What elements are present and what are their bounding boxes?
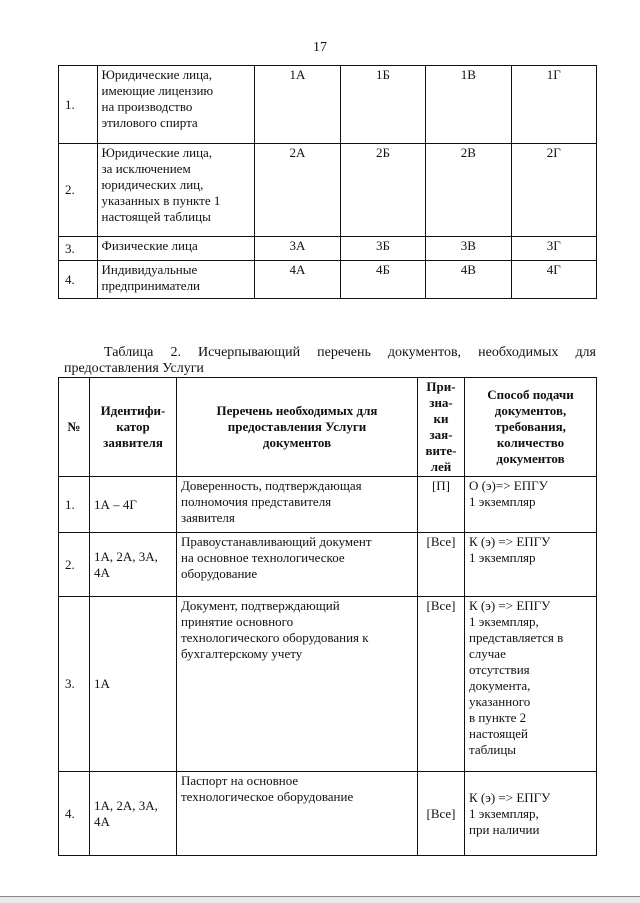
text-line: отсутствия — [469, 662, 530, 677]
table2-row — [59, 533, 597, 597]
applicant-sign: [П] — [418, 477, 465, 533]
row-number: 2. — [59, 144, 98, 237]
text-line: случае — [469, 646, 506, 661]
text-line: указанных в пункте 1 — [101, 193, 221, 208]
text-line: на основное технологическое — [181, 550, 345, 565]
text-line: принятие основного — [181, 614, 294, 629]
text-line: за исключением — [101, 161, 191, 176]
text-line: технологическое оборудование — [181, 789, 354, 804]
text-line: 4А — [94, 813, 110, 829]
category-code: 4А — [255, 261, 340, 299]
category-code: 4В — [426, 261, 511, 299]
table2-caption-text: Таблица 2. Исчерпывающий перечень документов, необходимых для предоставления Услуги — [64, 345, 596, 376]
text-line: настоящей — [469, 726, 528, 741]
header-sign — [418, 378, 465, 477]
table1-row — [59, 66, 597, 144]
text-line: Индивидуальные — [101, 262, 198, 277]
text-line: катор — [116, 419, 150, 434]
category-code: 3А — [255, 237, 340, 261]
text-line: 1 экземпляр — [469, 494, 536, 509]
applicant-identifier — [90, 477, 177, 533]
text-line: таблицы — [469, 742, 517, 757]
applicant-sign: [Все] — [418, 597, 465, 772]
text-line: предоставления Услуги — [227, 419, 367, 434]
text-line: К (э) => ЕПГУ — [469, 789, 551, 805]
header-documents — [177, 378, 418, 477]
document-name — [177, 772, 418, 856]
text-line: оборудование — [181, 566, 258, 581]
applicant-category — [97, 261, 255, 299]
text-line: документов — [262, 435, 332, 450]
text-line: зна- — [429, 395, 453, 410]
text-line: зая- — [429, 427, 453, 442]
table1-row — [59, 261, 597, 299]
submission-method — [465, 597, 597, 772]
applicant-categories-table — [58, 65, 597, 299]
text-line: К (э) => ЕПГУ — [469, 598, 551, 613]
applicant-identifier — [90, 597, 177, 772]
text-line: 1А, 2А, 3А, — [94, 797, 158, 813]
text-line: при наличии — [469, 821, 540, 837]
row-number: 1. — [59, 66, 98, 144]
text-line: заявителя — [181, 510, 235, 525]
text-line: Физические лица — [101, 238, 198, 253]
text-line: К (э) => ЕПГУ — [469, 534, 551, 549]
text-line: документа, — [469, 678, 531, 693]
text-line: 4А — [94, 564, 110, 580]
text-line: При- — [426, 379, 456, 394]
table2-caption — [64, 345, 596, 377]
submission-method — [465, 533, 597, 597]
header-num: № — [59, 378, 90, 477]
text-line: Перечень необходимых для — [216, 403, 378, 418]
documents-table — [58, 377, 597, 856]
text-line: имеющие лицензию — [101, 83, 214, 98]
text-line: О (э)=> ЕПГУ — [469, 478, 548, 493]
text-line: Идентифи- — [100, 403, 166, 418]
document-name — [177, 477, 418, 533]
category-code: 2В — [426, 144, 511, 237]
table1-row — [59, 237, 597, 261]
text-line: лей — [430, 459, 452, 474]
category-code: 1Г — [511, 66, 596, 144]
category-code: 1Б — [340, 66, 425, 144]
document-name — [177, 597, 418, 772]
submission-method — [465, 477, 597, 533]
category-code: 1А — [255, 66, 340, 144]
text-line: 1А, 2А, 3А, — [94, 548, 158, 564]
category-code: 4Б — [340, 261, 425, 299]
text-line: технологического оборудования к — [181, 630, 369, 645]
row-number: 4. — [59, 261, 98, 299]
applicant-identifier — [90, 533, 177, 597]
category-code: 2А — [255, 144, 340, 237]
text-line: Доверенность, подтверждающая — [181, 478, 362, 493]
category-code: 3Б — [340, 237, 425, 261]
page-number: 17 — [313, 40, 327, 55]
text-line: количество — [496, 435, 565, 450]
text-line: бухгалтерскому учету — [181, 646, 303, 661]
text-line: этилового спирта — [101, 115, 198, 130]
text-line: представляется в — [469, 630, 564, 645]
text-line: Документ, подтверждающий — [181, 598, 340, 613]
text-line: документов — [496, 451, 565, 466]
text-line: Юридические лица, — [101, 67, 213, 82]
submission-method — [465, 772, 597, 856]
table2-header-row — [59, 378, 597, 477]
category-code: 1В — [426, 66, 511, 144]
text-line: 1 экземпляр, — [469, 614, 539, 629]
text-line: настоящей таблицы — [101, 209, 211, 224]
category-code: 2Б — [340, 144, 425, 237]
text-line: Правоустанавливающий документ — [181, 534, 372, 549]
text-line: ки — [433, 411, 449, 426]
text-line: на производство — [101, 99, 193, 114]
row-number: 3. — [59, 597, 90, 772]
text-line: вите- — [425, 443, 457, 458]
text-line: полномочия представителя — [181, 494, 332, 509]
table2-row — [59, 597, 597, 772]
applicant-identifier — [90, 772, 177, 856]
text-line: 1 экземпляр — [469, 550, 536, 565]
text-line: юридических лиц, — [101, 177, 204, 192]
page-bottom-edge — [0, 896, 640, 903]
applicant-sign: [Все] — [418, 533, 465, 597]
row-number: 3. — [59, 237, 98, 261]
text-line: указанного — [469, 694, 531, 709]
row-number: 1. — [59, 477, 90, 533]
text-line: 1А — [94, 676, 110, 691]
text-line: 1А – 4Г — [94, 496, 137, 512]
text-line: 1 экземпляр, — [469, 805, 539, 821]
applicant-sign: [Все] — [418, 772, 465, 856]
table2-row — [59, 477, 597, 533]
category-code: 3В — [426, 237, 511, 261]
category-code: 3Г — [511, 237, 596, 261]
text-line: Паспорт на основное — [181, 773, 299, 788]
header-method — [465, 378, 597, 477]
text-line: заявителя — [103, 435, 163, 450]
category-code: 4Г — [511, 261, 596, 299]
applicant-category — [97, 66, 255, 144]
document-name — [177, 533, 418, 597]
category-code: 2Г — [511, 144, 596, 237]
text-line: требования, — [495, 419, 566, 434]
header-identifier — [90, 378, 177, 477]
table1-row — [59, 144, 597, 237]
text-line: Юридические лица, — [101, 145, 213, 160]
applicant-category — [97, 237, 255, 261]
table2-row — [59, 772, 597, 856]
text-line: Способ подачи — [487, 387, 574, 402]
text-line: предприниматели — [101, 278, 201, 293]
applicant-category — [97, 144, 255, 237]
text-line: документов, — [494, 403, 567, 418]
row-number: 2. — [59, 533, 90, 597]
text-line: в пункте 2 — [469, 710, 527, 725]
row-number: 4. — [59, 772, 90, 856]
